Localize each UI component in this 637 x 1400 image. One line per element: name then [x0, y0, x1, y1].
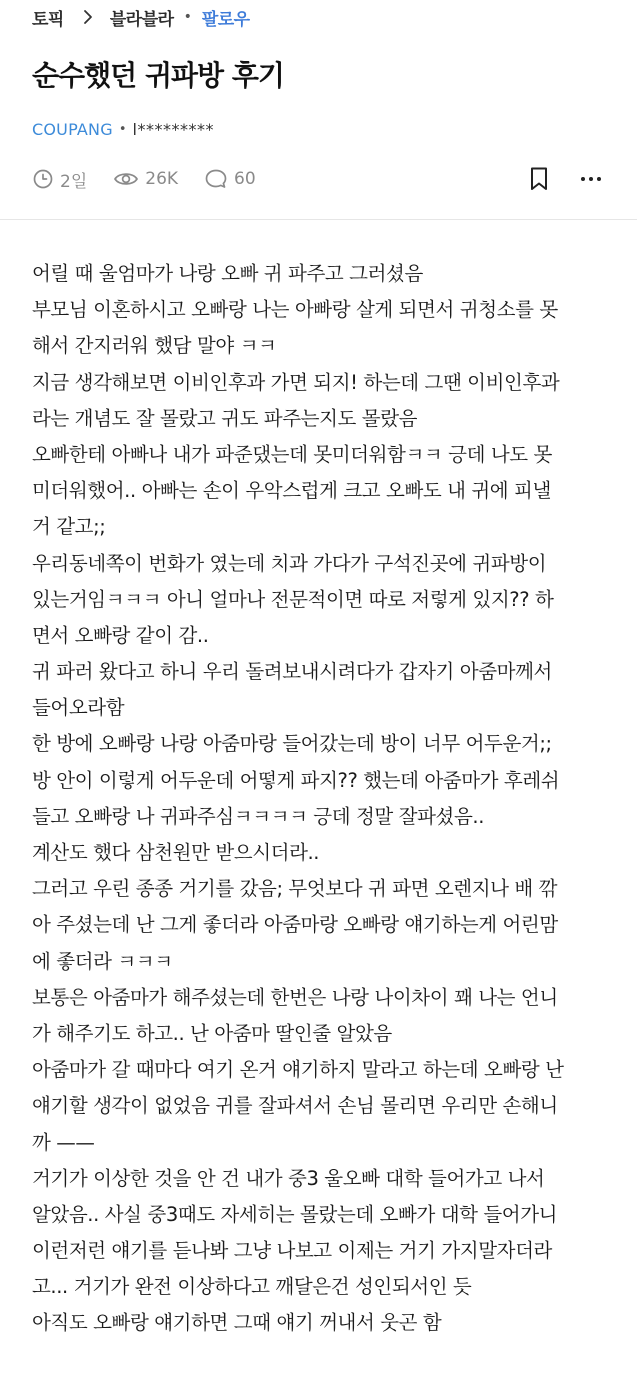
meta-dot: •: [118, 122, 127, 137]
author-company[interactable]: COUPANG: [32, 120, 113, 139]
post-meta: [32, 120, 214, 139]
post-body-line: 아 주셨는데 난 그게 좋더라 아줌마랑 오빠랑 얘기하는게 어린맘: [32, 913, 558, 937]
more-options-button[interactable]: [576, 164, 606, 194]
post-body-line: 미더워했어.. 아빠는 손이 우악스럽게 크고 오빠도 내 귀에 피낼: [32, 479, 551, 503]
post-time-text: 2일: [60, 171, 88, 192]
post-body: [32, 256, 607, 1342]
post-body-line: 아직도 오빠랑 얘기하면 그때 얘기 꺼내서 웃곤 함: [32, 1311, 442, 1335]
post-body-line: 가 해주기도 하고.. 난 아줌마 딸인줄 알았음: [32, 1021, 392, 1045]
post-body-line: 계산도 했다 삼천원만 받으시더라..: [32, 841, 320, 864]
post-body-line: 아줌마가 갈 때마다 여기 온거 얘기하지 말라고 하는데 오빠랑 난: [32, 1058, 564, 1082]
post-body-line: 알았음.. 사실 중3때도 자세히는 몰랐는데 오빠가 대학 들어가니: [32, 1202, 558, 1226]
post-body-line: 한 방에 오빠랑 나랑 아줌마랑 들어갔는데 방이 너무 어두운거;;: [32, 732, 552, 756]
post-body-line: 들어오라함: [32, 696, 125, 720]
breadcrumb-channel-link[interactable]: 블라블라: [109, 9, 174, 30]
chevron-right-icon: [80, 9, 96, 25]
post-views: [113, 168, 178, 190]
header-divider: [0, 219, 637, 220]
post-body-line: 방 안이 이렇게 어두운데 어떻게 파지?? 했는데 아줌마가 후레쉬: [32, 768, 560, 792]
post-body-line: 얘기할 생각이 없었음 귀를 잘파셔서 손님 몰리면 우리만 손해니: [32, 1094, 558, 1118]
post-body-line: 면서 오빠랑 같이 감..: [32, 623, 209, 647]
post-title: 순수했던 귀파방 후기: [32, 59, 284, 92]
post-comments[interactable]: [204, 168, 256, 190]
post-stats: [32, 164, 282, 194]
breadcrumb: [32, 4, 250, 30]
post-body-line: 들고 오빠랑 나 귀파주심ㅋㅋㅋㅋ 긍데 정말 잘파셨음..: [32, 804, 485, 828]
comment-icon: [204, 168, 228, 190]
bookmark-button[interactable]: [526, 164, 552, 194]
post-body-line: 있는거임ㅋㅋㅋ 아니 얼마나 전문적이면 따로 저렇게 있지?? 하: [32, 587, 554, 611]
post-body-line: 에 좋더라 ㅋㅋㅋ: [32, 949, 173, 973]
post-body-line: 까 ——: [32, 1130, 95, 1154]
post-comments-text: 60: [234, 169, 256, 189]
author-nickname[interactable]: l*********: [132, 120, 214, 139]
post-body-line: 거기가 이상한 것을 안 건 내가 중3 울오빠 대학 들어가고 나서: [32, 1166, 545, 1190]
clock-icon: [32, 168, 54, 190]
post-body-line: 보통은 아줌마가 해주셨는데 한번은 나랑 나이차이 꽤 나는 언니: [32, 985, 558, 1009]
post-body-line: 해서 간지러워 했담 말야 ㅋㅋ: [32, 334, 277, 358]
post-body-line: 이런저런 얘기를 듣나봐 그냥 나보고 이제는 거기 가지말자더라: [32, 1239, 552, 1263]
post-views-text: 26K: [145, 169, 179, 189]
post-body-line: 어릴 때 울엄마가 나랑 오빠 귀 파주고 그러셨음: [32, 262, 423, 285]
post-body-line: 지금 생각해보면 이비인후과 가면 되지! 하는데 그땐 이비인후과: [32, 370, 560, 394]
breadcrumb-dot: •: [183, 9, 192, 25]
more-horizontal-icon: [580, 175, 602, 183]
post-body-line: 고... 거기가 완전 이상하다고 깨달은건 성인되서인 듯: [32, 1275, 472, 1299]
post-body-line: 오빠한테 아빠나 내가 파준댔는데 못미더워함ㅋㅋ 긍데 나도 못: [32, 442, 552, 466]
post-body-line: 귀 파러 왔다고 하니 우리 돌려보내시려다가 갑자기 아줌마께서: [32, 660, 552, 684]
post-body-line: 우리동네쪽이 번화가 였는데 치과 가다가 구석진곳에 귀파방이: [32, 551, 547, 575]
post-time: [32, 167, 87, 192]
post-body-line: 그러고 우린 종종 거기를 갔음; 무엇보다 귀 파면 오렌지나 배 깎: [32, 877, 558, 901]
post-body-line: 거 같고;;: [32, 515, 106, 539]
post-body-line: 라는 개념도 잘 몰랐고 귀도 파주는지도 몰랐음: [32, 406, 418, 430]
bookmark-icon: [528, 166, 550, 192]
follow-button[interactable]: 팔로우: [201, 9, 250, 30]
eye-icon: [113, 168, 139, 190]
breadcrumb-topic-link[interactable]: 토픽: [32, 9, 64, 30]
post-body-line: 부모님 이혼하시고 오빠랑 나는 아빠랑 살게 되면서 귀청소를 못: [32, 298, 558, 322]
